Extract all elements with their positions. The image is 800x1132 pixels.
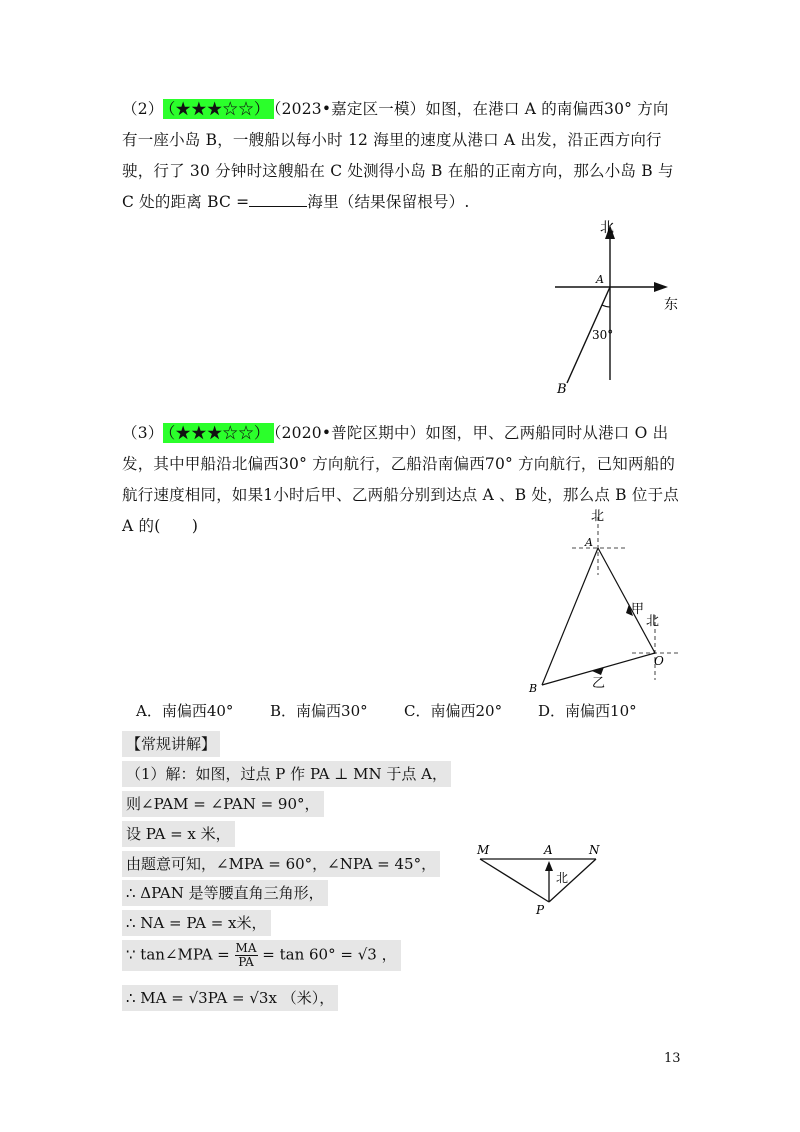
answer-blank bbox=[249, 192, 307, 207]
question-2 bbox=[122, 94, 682, 218]
question-number: （3） bbox=[122, 424, 164, 442]
fig1-north-label: 北 bbox=[600, 220, 614, 236]
solution-line-4: 由题意可知，∠MPA = 60°，∠NPA = 45°， bbox=[122, 851, 440, 877]
choice-b[interactable]: B．南偏西30° bbox=[270, 702, 368, 720]
fig2-north-top: 北 bbox=[591, 509, 605, 524]
solution-line-3: 设 PA = x 米， bbox=[122, 821, 235, 847]
solution-line-7 bbox=[122, 940, 401, 971]
fig2-point-o: O bbox=[654, 654, 664, 668]
fraction-denominator: PA bbox=[238, 955, 254, 969]
fig1-angle-label: 30° bbox=[592, 328, 614, 342]
solution-header: 【常规讲解】 bbox=[122, 731, 220, 757]
solution-line-6: ∴ NA = PA = x米， bbox=[122, 910, 271, 936]
fraction bbox=[235, 942, 258, 969]
solution-line-1: （1）解：如图，过点 P 作 PA ⊥ MN 于点 A， bbox=[122, 761, 451, 787]
fig2-point-b: B bbox=[529, 682, 538, 695]
fig3-point-n: N bbox=[589, 843, 600, 857]
solution-line-2: 则∠PAM = ∠PAN = 90°， bbox=[122, 791, 324, 817]
question-text-end: 海里（结果保留根号）. bbox=[307, 193, 470, 211]
fig2-label-yi: 乙 bbox=[592, 676, 606, 691]
fraction-numerator: MA bbox=[235, 941, 257, 955]
page-number: 13 bbox=[664, 1051, 681, 1066]
choice-c[interactable]: C．南偏西20° bbox=[404, 702, 503, 720]
figure-compass-1 bbox=[540, 215, 690, 400]
choice-d[interactable]: D．南偏西10° bbox=[538, 702, 637, 720]
solution-line-7-start: ∵ tan∠MPA = bbox=[126, 945, 230, 964]
figure-triangle-mpn bbox=[470, 840, 620, 920]
choice-a[interactable]: A．南偏西40° bbox=[136, 702, 234, 720]
fig1-point-a: A bbox=[596, 273, 604, 286]
figure-ships bbox=[520, 505, 695, 700]
fig3-north-label: 北 bbox=[556, 871, 569, 885]
fig2-label-jia: 甲 bbox=[631, 602, 645, 617]
solution-line-5: ∴ ΔPAN 是等腰直角三角形， bbox=[122, 880, 328, 906]
fig1-point-b: B bbox=[557, 382, 567, 397]
difficulty-badge: （★★★☆☆） bbox=[163, 99, 273, 119]
fig3-point-m: M bbox=[477, 843, 490, 857]
solution-line-8: ∴ MA = √3PA = √3x （米）， bbox=[122, 985, 338, 1011]
fig2-point-a: A bbox=[585, 536, 593, 549]
difficulty-badge: （★★★☆☆） bbox=[163, 423, 273, 443]
fig2-north-right: 北 bbox=[646, 614, 660, 629]
question-text: （2020•普陀区期中）如图，甲、乙两船同时从港口 O 出发，其中甲船沿北偏西30° 方向航行，乙船沿南偏西70° 方向航行，已知两船的航行速度相同，如果1小时后甲、乙两船分别到达点 A 、B 处，那么点 B 位于点 A 的( ) bbox=[122, 424, 679, 535]
fig1-east-label: 东 bbox=[664, 297, 678, 313]
solution-line-7-end: = tan 60° = √3 ， bbox=[262, 945, 397, 964]
question-text: （2023•嘉定区一模）如图，在港口 A 的南偏西30° 方向有一座小岛 B，一艘船以每小时 12 海里的速度从港口 A 出发，沿正西方向行驶，行了 30 分钟时这艘船在 C 处测得小岛 B 在船的正南方向，那么小岛 B 与 C 处的距离 BC = bbox=[122, 100, 674, 211]
question-number: （2） bbox=[122, 100, 164, 118]
fig3-point-a: A bbox=[544, 843, 553, 857]
fig3-point-p: P bbox=[536, 903, 545, 917]
